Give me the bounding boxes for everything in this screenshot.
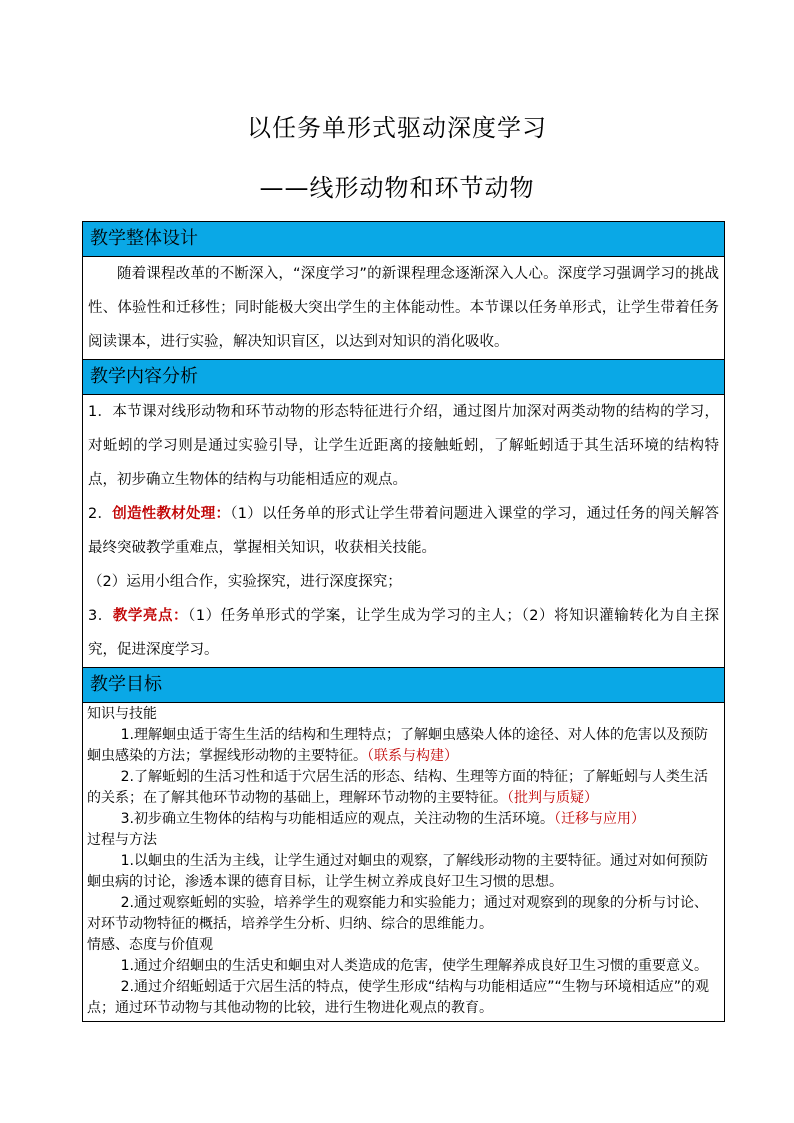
goals-knowledge-item-1: [87, 725, 720, 767]
goals-k3-tag: （迁移与应用）: [553, 811, 645, 827]
goals-k2-text: 2.了解蚯蚓的生活习性和适于穴居生活的形态、结构、生理等方面的特征；了解蚯蚓与人类生活的关系；在了解其他环节动物的基础上，理解环节动物的主要特征。: [87, 769, 708, 806]
goals-emotion-item-1: 1.通过介绍蛔虫的生活史和蛔虫对人类造成的危害，使学生理解养成良好卫生习惯的重要意义。: [120, 958, 708, 974]
goals-knowledge-item-3: [87, 809, 720, 830]
goals-emotion-item-2: 2.通过介绍蚯蚓适于穴居生活的特点，使学生形成“结构与功能相适应”“生物与环境相适应”的观点；通过环节动物与其他动物的比较，进行生物进化观点的教育。: [87, 979, 709, 1016]
goals-knowledge-title: 知识与技能: [87, 706, 157, 722]
analysis-paragraph-3: （2）运用小组合作，实验探究，进行深度探究；: [88, 574, 402, 590]
goals-k2-tag: （批判与质疑）: [507, 790, 598, 806]
analysis-p2-number: 2．: [88, 506, 113, 522]
page-subtitle: ——线形动物和环节动物: [259, 174, 535, 202]
analysis-p4-text: （1）任务单形式的学案，让学生成为学习的主人；（2）将知识灌输转化为自主探究，促进深度学习。: [88, 608, 719, 658]
analysis-p2-highlight: 创造性教材处理：: [112, 506, 231, 522]
analysis-paragraph-1: 1．本节课对线形动物和环节动物的形态特征进行介绍，通过图片加深对两类动物的结构的学习，对蚯蚓的学习则是通过实验引导，让学生近距离的接触蚯蚓，了解蚯蚓适于其生活环境的结构特点，初步确立生物体的结构与功能相适应的观点。: [88, 404, 719, 488]
analysis-p4-number: 3．: [88, 608, 113, 624]
analysis-p4-highlight: 教学亮点：: [112, 608, 189, 624]
section-body-design: [83, 257, 725, 360]
goals-knowledge-item-2: [87, 767, 720, 809]
goals-k1-tag: （联系与构建）: [367, 748, 458, 764]
section-body-analysis: [83, 395, 725, 668]
goals-method-item-2: 2.通过观察蚯蚓的实验，培养学生的观察能力和实验能力；通过对观察到的现象的分析与讨论、对环节动物特征的概括，培养学生分析、归纳、综合的思维能力。: [87, 895, 708, 932]
page-title: 以任务单形式驱动深度学习: [247, 114, 547, 142]
analysis-paragraph-4: [88, 599, 719, 667]
section-header-analysis: 教学内容分析: [83, 360, 725, 395]
lesson-plan-table: [82, 221, 725, 1022]
goals-k3-text: 3.初步确立生物体的结构与功能相适应的观点，关注动物的生活环境。: [120, 811, 554, 827]
analysis-p2-text: （1）以任务单的形式让学生带着问题进入课堂的学习，通过任务的闯关解答最终突破教学重难点，掌握相关知识，收获相关技能。: [88, 506, 719, 556]
section-header-design: 教学整体设计: [83, 222, 725, 257]
analysis-paragraph-2: [88, 497, 719, 565]
design-paragraph: 随着课程改革的不断深入，“深度学习”的新课程理念逐渐深入人心。深度学习强调学习的挑战性、体验性和迁移性；同时能极大突出学生的主体能动性。本节课以任务单形式，让学生带着任务阅读课本，进行实验，解决知识盲区，以达到对知识的消化吸收。: [88, 266, 719, 350]
goals-method-item-1: 1.以蛔虫的生活为主线，让学生通过对蛔虫的观察，了解线形动物的主要特征。通过对如何预防蛔虫病的讨论，渗透本课的德育目标，让学生树立养成良好卫生习惯的思想。: [87, 853, 708, 890]
section-body-goals: [83, 703, 725, 1022]
goals-method-title: 过程与方法: [87, 832, 157, 848]
goals-k1-text: 1.理解蛔虫适于寄生生活的结构和生理特点；了解蛔虫感染人体的途径、对人体的危害以及预防蛔虫感染的方法；掌握线形动物的主要特征。: [87, 727, 708, 764]
section-header-goals: 教学目标: [83, 668, 725, 703]
goals-emotion-title: 情感、态度与价值观: [87, 937, 213, 953]
